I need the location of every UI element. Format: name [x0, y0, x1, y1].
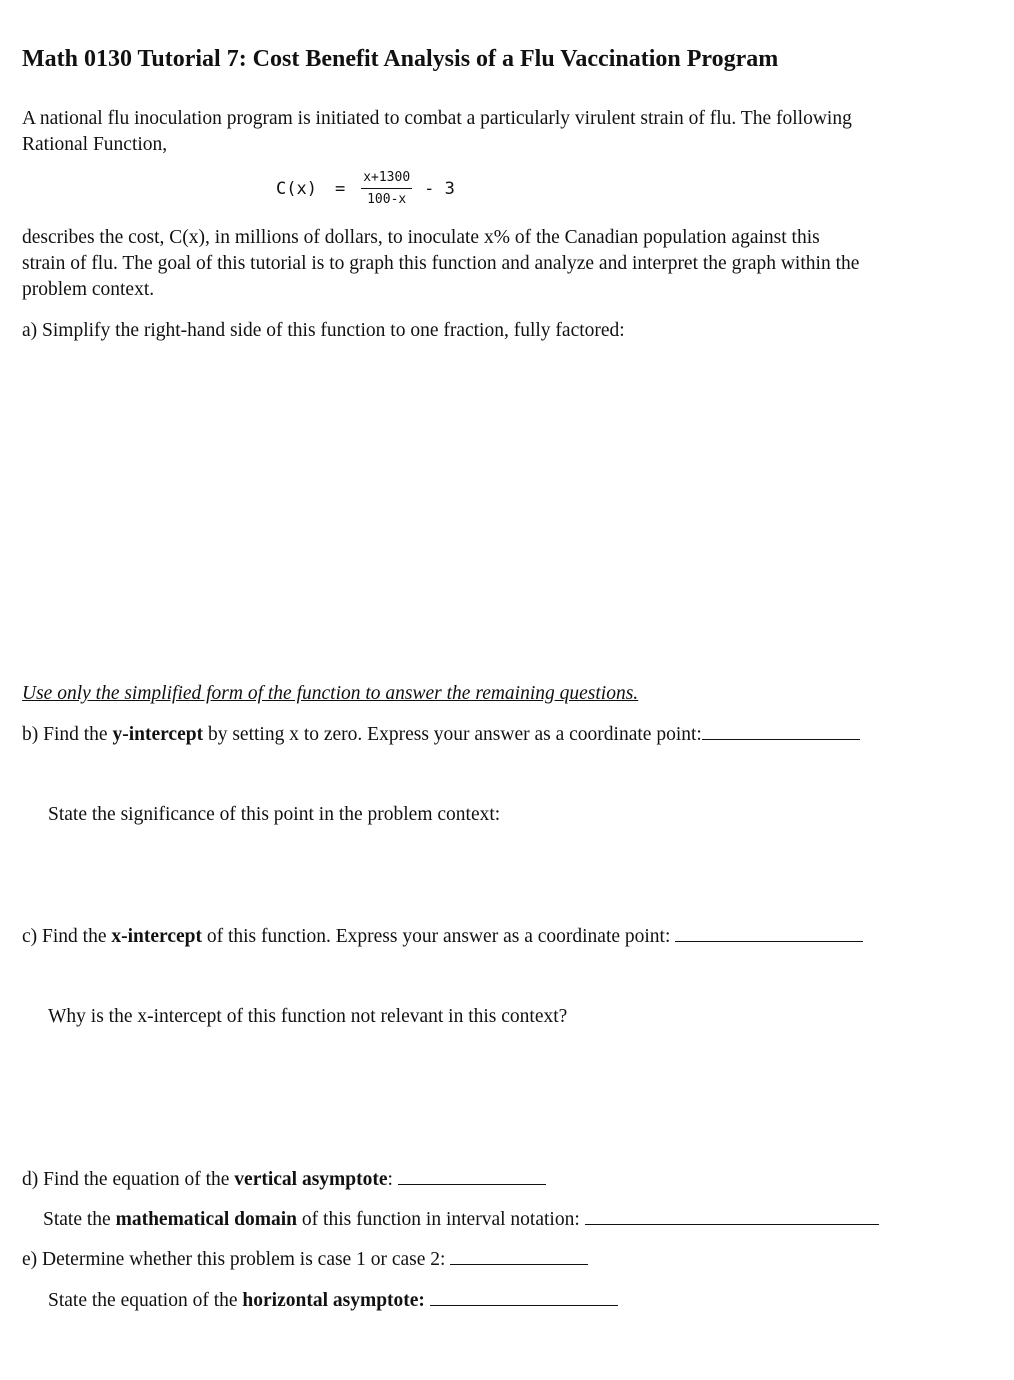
question-e-sub-bold: horizontal asymptote:: [242, 1290, 425, 1311]
question-b-post: by setting x to zero. Express your answer as a coordinate point:: [203, 724, 702, 745]
question-d-pre: d) Find the equation of the: [22, 1169, 235, 1190]
cost-formula: [276, 170, 455, 214]
answer-blank-domain[interactable]: [585, 1206, 879, 1225]
description-line-1: describes the cost, C(x), in millions of dollars, to inoculate x% of the Canadian population against this: [22, 227, 820, 248]
question-c-bold: x-intercept: [111, 926, 202, 947]
question-d-sub-bold: mathematical domain: [115, 1209, 298, 1230]
formula-equals: =: [334, 179, 346, 199]
question-c: [22, 923, 863, 950]
question-e-text: e) Determine whether this problem is case 1 or case 2:: [22, 1249, 451, 1270]
description-line-3: problem context.: [22, 279, 155, 300]
answer-blank-b[interactable]: [702, 721, 860, 740]
intro-line-1: A national flu inoculation program is initiated to combat a particularly virulent strain of flu. The following: [22, 108, 852, 129]
formula-tail: - 3: [424, 179, 455, 199]
question-e-sub: [48, 1287, 618, 1314]
formula-lhs: C(x): [276, 179, 317, 199]
question-b-sub: State the significance of this point in the problem context:: [48, 804, 501, 825]
question-e-sub-pre: State the equation of the: [48, 1290, 243, 1311]
answer-blank-e[interactable]: [450, 1246, 588, 1265]
question-d-post: :: [387, 1169, 398, 1190]
question-d-bold: vertical asymptote: [234, 1169, 388, 1190]
question-c-pre: c) Find the: [22, 926, 112, 947]
instruction-note: Use only the simplified form of the function to answer the remaining questions.: [22, 683, 639, 704]
question-b-bold: y-intercept: [112, 724, 204, 745]
question-b-pre: b) Find the: [22, 724, 113, 745]
answer-blank-c[interactable]: [675, 923, 863, 942]
page-title: Math 0130 Tutorial 7: Cost Benefit Analysis of a Flu Vaccination Program: [22, 46, 779, 72]
answer-blank-d[interactable]: [398, 1166, 546, 1185]
description-line-2: strain of flu. The goal of this tutorial is to graph this function and analyze and interpret the graph within the: [22, 253, 860, 274]
formula-denominator: 100-x: [367, 192, 407, 207]
answer-blank-horizontal-asymptote[interactable]: [430, 1287, 618, 1306]
formula-numerator: x+1300: [361, 170, 412, 189]
question-c-post: of this function. Express your answer as a coordinate point:: [201, 926, 676, 947]
question-d-sub-pre: State the: [43, 1209, 116, 1230]
question-e: [22, 1246, 588, 1273]
question-c-sub: Why is the x-intercept of this function not relevant in this context?: [48, 1006, 568, 1027]
question-b: [22, 721, 860, 748]
question-d: [22, 1166, 546, 1193]
intro-line-2: Rational Function,: [22, 134, 168, 155]
question-d-sub: [43, 1206, 879, 1233]
question-a: a) Simplify the right-hand side of this function to one fraction, fully factored:: [22, 320, 625, 341]
question-d-sub-post: of this function in interval notation:: [297, 1209, 585, 1230]
formula-fraction: [361, 170, 412, 208]
